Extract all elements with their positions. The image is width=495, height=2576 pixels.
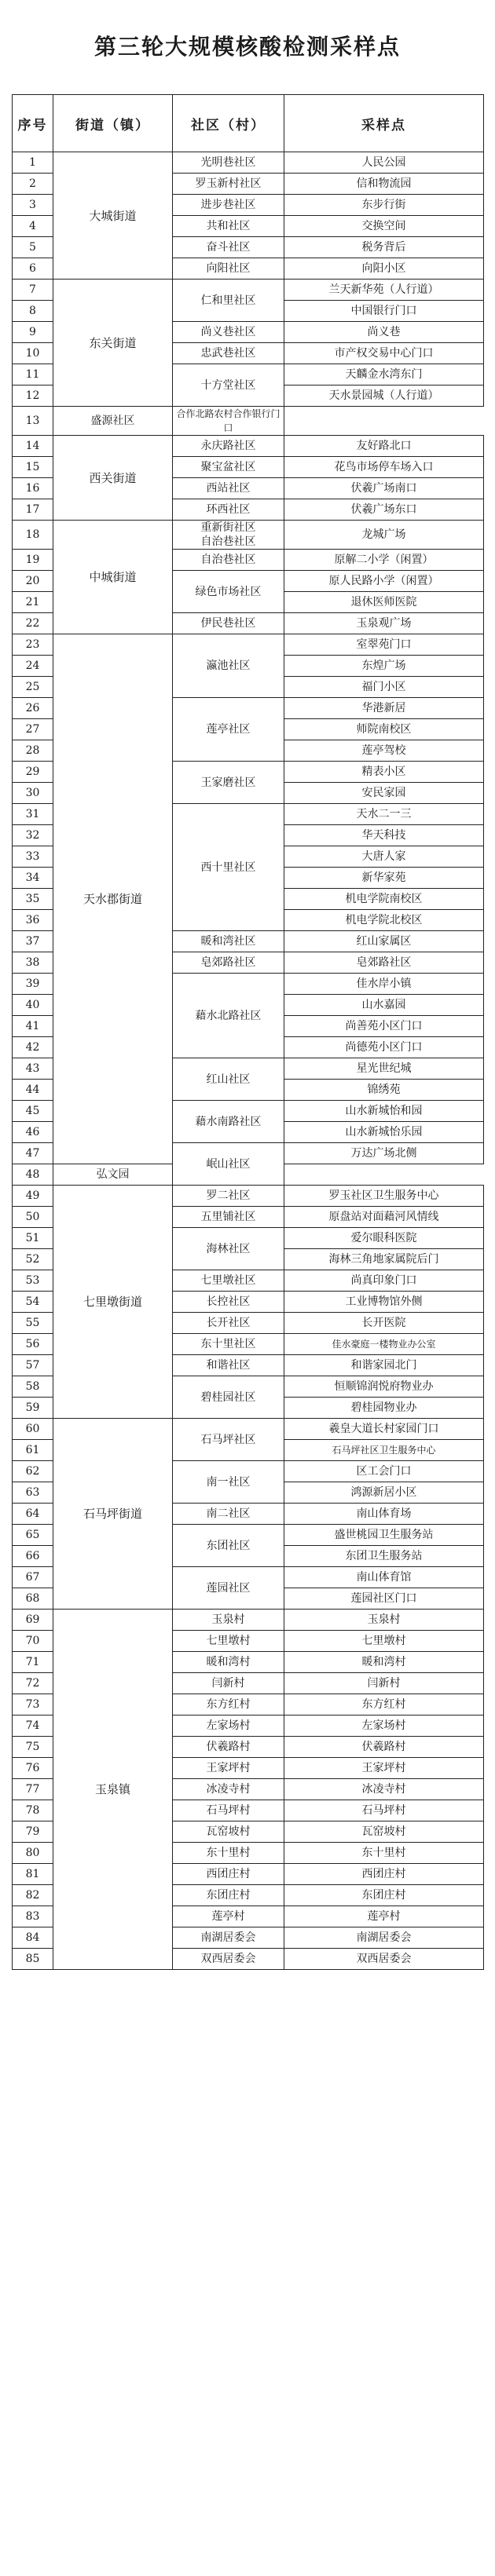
community-cell: 藉水北路社区	[173, 974, 284, 1058]
community-cell: 皂郊路社区	[173, 952, 284, 974]
street-cell: 玉泉镇	[53, 1610, 173, 1970]
site-cell: 尚德苑小区门口	[284, 1037, 484, 1058]
site-cell: 福门小区	[284, 677, 484, 698]
row-index-cell: 24	[13, 656, 53, 677]
table-row	[13, 1419, 484, 1440]
row-index-cell: 14	[13, 436, 53, 457]
site-cell: 友好路北口	[284, 436, 484, 457]
row-index-cell: 35	[13, 889, 53, 910]
community-cell: 仁和里社区	[173, 280, 284, 322]
street-cell: 西关街道	[53, 436, 173, 521]
row-index-cell: 45	[13, 1101, 53, 1122]
site-cell: 室翠苑门口	[284, 634, 484, 656]
community-cell: 伊民巷社区	[173, 613, 284, 634]
row-index-cell: 62	[13, 1461, 53, 1482]
street-cell: 天水郡街道	[53, 634, 173, 1164]
row-index-cell: 57	[13, 1355, 53, 1376]
site-cell: 天水景园城（人行道）	[284, 385, 484, 407]
community-cell: 双西居委会	[173, 1949, 284, 1970]
community-cell: 西站社区	[173, 478, 284, 499]
row-index-cell: 82	[13, 1885, 53, 1906]
row-index-cell: 54	[13, 1292, 53, 1313]
community-cell: 盛源社区	[53, 407, 173, 436]
row-index-cell: 46	[13, 1122, 53, 1143]
site-cell: 东方红村	[284, 1694, 484, 1716]
community-cell: 东方红村	[173, 1694, 284, 1716]
site-cell: 七里墩村	[284, 1631, 484, 1652]
row-index-cell: 7	[13, 280, 53, 301]
row-index-cell: 60	[13, 1419, 53, 1440]
community-cell: 重新街社区 自治巷社区	[173, 521, 284, 550]
site-cell: 冰凌寺村	[284, 1779, 484, 1800]
site-cell: 华港新居	[284, 698, 484, 719]
community-cell: 环西社区	[173, 499, 284, 521]
street-cell: 大城街道	[53, 152, 173, 280]
community-cell: 和谐社区	[173, 1355, 284, 1376]
site-cell: 尚善苑小区门口	[284, 1016, 484, 1037]
community-cell: 五里铺社区	[173, 1207, 284, 1228]
row-index-cell: 3	[13, 195, 53, 216]
community-cell: 莲园社区	[173, 1567, 284, 1610]
site-cell: 东十里村	[284, 1843, 484, 1864]
site-cell: 原盘站对面藉河风情线	[284, 1207, 484, 1228]
site-cell: 海林三角地家属院后门	[284, 1249, 484, 1270]
community-cell: 莲亭村	[173, 1906, 284, 1927]
row-index-cell: 34	[13, 868, 53, 889]
community-cell: 玉泉村	[173, 1610, 284, 1631]
row-index-cell: 19	[13, 550, 53, 571]
row-index-cell: 9	[13, 322, 53, 343]
street-cell: 七里墩街道	[53, 1186, 173, 1419]
row-index-cell: 76	[13, 1758, 53, 1779]
site-cell: 石马坪社区卫生服务中心	[284, 1440, 484, 1461]
site-cell: 龙城广场	[284, 521, 484, 550]
site-cell: 盛世桃园卫生服务站	[284, 1525, 484, 1546]
row-index-cell: 29	[13, 762, 53, 783]
row-index-cell: 56	[13, 1334, 53, 1355]
community-cell: 红山社区	[173, 1058, 284, 1101]
table-row	[13, 152, 484, 174]
site-cell: 山水新城怡乐园	[284, 1122, 484, 1143]
header-community: 社区（村）	[173, 95, 284, 152]
row-index-cell: 42	[13, 1037, 53, 1058]
community-cell: 东十里村	[173, 1843, 284, 1864]
site-cell: 玉泉观广场	[284, 613, 484, 634]
community-cell: 聚宝盆社区	[173, 457, 284, 478]
site-cell: 机电学院北校区	[284, 910, 484, 931]
site-cell: 玉泉村	[284, 1610, 484, 1631]
table-row	[13, 521, 484, 550]
row-index-cell: 84	[13, 1927, 53, 1949]
site-cell: 中国银行门口	[284, 301, 484, 322]
community-cell: 七里墩村	[173, 1631, 284, 1652]
row-index-cell: 20	[13, 571, 53, 592]
site-cell: 工业博物馆外侧	[284, 1292, 484, 1313]
community-cell: 王家坪村	[173, 1758, 284, 1779]
row-index-cell: 30	[13, 783, 53, 804]
row-index-cell: 52	[13, 1249, 53, 1270]
community-cell: 十方堂社区	[173, 364, 284, 407]
table-row	[13, 634, 484, 656]
table-header-row	[13, 95, 484, 152]
site-cell: 税务背后	[284, 237, 484, 258]
community-cell: 光明巷社区	[173, 152, 284, 174]
street-cell: 东关街道	[53, 280, 173, 407]
site-cell: 左家场村	[284, 1716, 484, 1737]
row-index-cell: 72	[13, 1673, 53, 1694]
row-index-cell: 1	[13, 152, 53, 174]
site-cell: 莲亭村	[284, 1906, 484, 1927]
community-cell: 瀛池社区	[173, 634, 284, 698]
community-cell: 冰凌寺村	[173, 1779, 284, 1800]
row-index-cell: 16	[13, 478, 53, 499]
row-index-cell: 73	[13, 1694, 53, 1716]
site-cell: 兰天新华苑（人行道）	[284, 280, 484, 301]
site-cell: 东步行街	[284, 195, 484, 216]
community-cell: 南一社区	[173, 1461, 284, 1504]
site-cell: 莲园社区门口	[284, 1588, 484, 1610]
site-cell: 闫新村	[284, 1673, 484, 1694]
community-cell: 长开社区	[173, 1313, 284, 1334]
site-cell: 佳水豪庭一楼物业办公室	[284, 1334, 484, 1355]
community-cell: 左家场村	[173, 1716, 284, 1737]
row-index-cell: 23	[13, 634, 53, 656]
row-index-cell: 8	[13, 301, 53, 322]
site-cell: 石马坪村	[284, 1800, 484, 1821]
community-cell: 石马坪村	[173, 1800, 284, 1821]
site-cell: 碧桂园物业办	[284, 1398, 484, 1419]
row-index-cell: 40	[13, 995, 53, 1016]
site-cell: 天水二一三	[284, 804, 484, 825]
header-site: 采样点	[284, 95, 484, 152]
row-index-cell: 32	[13, 825, 53, 846]
community-cell: 王家磨社区	[173, 762, 284, 804]
site-cell: 红山家属区	[284, 931, 484, 952]
community-cell: 西十里社区	[173, 804, 284, 931]
community-cell: 南二社区	[173, 1504, 284, 1525]
row-index-cell: 81	[13, 1864, 53, 1885]
table-row	[13, 280, 484, 301]
site-cell: 罗玉社区卫生服务中心	[284, 1186, 484, 1207]
site-cell: 南湖居委会	[284, 1927, 484, 1949]
row-index-cell: 74	[13, 1716, 53, 1737]
row-index-cell: 22	[13, 613, 53, 634]
row-index-cell: 70	[13, 1631, 53, 1652]
row-index-cell: 69	[13, 1610, 53, 1631]
sampling-sites-table	[12, 94, 484, 1970]
site-cell: 伏羲广场南口	[284, 478, 484, 499]
site-cell: 南山体育馆	[284, 1567, 484, 1588]
table-row	[13, 1186, 484, 1207]
site-cell: 万达广场北侧	[284, 1143, 484, 1164]
community-cell: 海林社区	[173, 1228, 284, 1270]
site-cell: 交换空间	[284, 216, 484, 237]
site-cell: 市产权交易中心门口	[284, 343, 484, 364]
site-cell: 东团卫生服务站	[284, 1546, 484, 1567]
community-cell: 西团庄村	[173, 1864, 284, 1885]
site-cell: 人民公园	[284, 152, 484, 174]
community-cell: 七里墩社区	[173, 1270, 284, 1292]
row-index-cell: 25	[13, 677, 53, 698]
community-cell: 忠武巷社区	[173, 343, 284, 364]
row-index-cell: 2	[13, 174, 53, 195]
row-index-cell: 77	[13, 1779, 53, 1800]
site-cell: 机电学院南校区	[284, 889, 484, 910]
row-index-cell: 28	[13, 740, 53, 762]
community-cell: 罗二社区	[173, 1186, 284, 1207]
community-cell: 自治巷社区	[173, 550, 284, 571]
row-index-cell: 4	[13, 216, 53, 237]
row-index-cell: 63	[13, 1482, 53, 1504]
site-cell: 伏羲路村	[284, 1737, 484, 1758]
site-cell: 和谐家园北门	[284, 1355, 484, 1376]
site-cell: 双西居委会	[284, 1949, 484, 1970]
street-cell: 石马坪街道	[53, 1419, 173, 1610]
row-index-cell: 43	[13, 1058, 53, 1080]
site-cell: 尚真印象门口	[284, 1270, 484, 1292]
site-cell: 长开医院	[284, 1313, 484, 1334]
site-cell: 西团庄村	[284, 1864, 484, 1885]
row-index-cell: 64	[13, 1504, 53, 1525]
site-cell: 南山体育场	[284, 1504, 484, 1525]
row-index-cell: 37	[13, 931, 53, 952]
community-cell: 奋斗社区	[173, 237, 284, 258]
row-index-cell: 31	[13, 804, 53, 825]
row-index-cell: 13	[13, 407, 53, 436]
table-row	[13, 1610, 484, 1631]
row-index-cell: 51	[13, 1228, 53, 1249]
community-cell: 东十里社区	[173, 1334, 284, 1355]
community-cell: 罗玉新村社区	[173, 174, 284, 195]
row-index-cell: 71	[13, 1652, 53, 1673]
page-title: 第三轮大规模核酸检测采样点	[94, 34, 401, 60]
row-index-cell: 58	[13, 1376, 53, 1398]
site-cell: 王家坪村	[284, 1758, 484, 1779]
row-index-cell: 33	[13, 846, 53, 868]
community-cell: 东团社区	[173, 1525, 284, 1567]
site-cell: 退休医师医院	[284, 592, 484, 613]
header-index: 序号	[13, 95, 53, 152]
row-index-cell: 49	[13, 1186, 53, 1207]
site-cell: 向阳小区	[284, 258, 484, 280]
site-cell: 山水新城怡和园	[284, 1101, 484, 1122]
row-index-cell: 41	[13, 1016, 53, 1037]
row-index-cell: 83	[13, 1906, 53, 1927]
row-index-cell: 79	[13, 1821, 53, 1843]
site-cell: 伏羲广场东口	[284, 499, 484, 521]
site-cell: 暖和湾村	[284, 1652, 484, 1673]
site-cell: 区工会门口	[284, 1461, 484, 1482]
community-cell: 闫新村	[173, 1673, 284, 1694]
row-index-cell: 75	[13, 1737, 53, 1758]
site-cell: 星光世纪城	[284, 1058, 484, 1080]
site-cell: 弘文园	[53, 1164, 173, 1186]
header-street: 街道（镇）	[53, 95, 173, 152]
row-index-cell: 44	[13, 1080, 53, 1101]
site-cell: 莲亭驾校	[284, 740, 484, 762]
row-index-cell: 5	[13, 237, 53, 258]
site-cell: 华天科技	[284, 825, 484, 846]
row-index-cell: 67	[13, 1567, 53, 1588]
site-cell: 大唐人家	[284, 846, 484, 868]
row-index-cell: 6	[13, 258, 53, 280]
table-row	[13, 436, 484, 457]
site-cell: 爱尔眼科医院	[284, 1228, 484, 1249]
row-index-cell: 11	[13, 364, 53, 385]
row-index-cell: 47	[13, 1143, 53, 1164]
row-index-cell: 12	[13, 385, 53, 407]
community-cell: 石马坪社区	[173, 1419, 284, 1461]
site-cell: 原人民路小学（闲置）	[284, 571, 484, 592]
table-row	[13, 407, 484, 436]
row-index-cell: 68	[13, 1588, 53, 1610]
community-cell: 瓦窑坡村	[173, 1821, 284, 1843]
community-cell: 向阳社区	[173, 258, 284, 280]
community-cell: 进步巷社区	[173, 195, 284, 216]
community-cell: 藉水南路社区	[173, 1101, 284, 1143]
community-cell: 尚义巷社区	[173, 322, 284, 343]
row-index-cell: 17	[13, 499, 53, 521]
site-cell: 尚义巷	[284, 322, 484, 343]
community-cell: 永庆路社区	[173, 436, 284, 457]
row-index-cell: 26	[13, 698, 53, 719]
row-index-cell: 80	[13, 1843, 53, 1864]
community-cell: 暖和湾社区	[173, 931, 284, 952]
row-index-cell: 61	[13, 1440, 53, 1461]
row-index-cell: 85	[13, 1949, 53, 1970]
row-index-cell: 27	[13, 719, 53, 740]
row-index-cell: 38	[13, 952, 53, 974]
site-cell: 佳水岸小镇	[284, 974, 484, 995]
table-body	[13, 152, 484, 1970]
row-index-cell: 66	[13, 1546, 53, 1567]
row-index-cell: 53	[13, 1270, 53, 1292]
site-cell: 精表小区	[284, 762, 484, 783]
site-cell: 瓦窑坡村	[284, 1821, 484, 1843]
site-cell: 羲皇大道长村家园门口	[284, 1419, 484, 1440]
site-cell: 花鸟市场停车场入口	[284, 457, 484, 478]
site-cell: 东团庄村	[284, 1885, 484, 1906]
row-index-cell: 10	[13, 343, 53, 364]
row-index-cell: 39	[13, 974, 53, 995]
community-cell: 碧桂园社区	[173, 1376, 284, 1419]
community-cell: 岷山社区	[173, 1143, 284, 1186]
community-cell: 伏羲路村	[173, 1737, 284, 1758]
street-cell: 中城街道	[53, 521, 173, 634]
row-index-cell: 21	[13, 592, 53, 613]
row-index-cell: 65	[13, 1525, 53, 1546]
row-index-cell: 36	[13, 910, 53, 931]
row-index-cell: 48	[13, 1164, 53, 1186]
row-index-cell: 50	[13, 1207, 53, 1228]
site-cell: 锦绣苑	[284, 1080, 484, 1101]
community-cell: 长控社区	[173, 1292, 284, 1313]
site-cell: 天麟金水湾东门	[284, 364, 484, 385]
site-cell: 山水嘉园	[284, 995, 484, 1016]
site-cell: 恒顺锦润悦府物业办	[284, 1376, 484, 1398]
row-index-cell: 15	[13, 457, 53, 478]
site-cell: 师院南校区	[284, 719, 484, 740]
community-cell: 绿色市场社区	[173, 571, 284, 613]
row-index-cell: 18	[13, 521, 53, 550]
community-cell: 莲亭社区	[173, 698, 284, 762]
site-cell: 皂郊路社区	[284, 952, 484, 974]
site-cell: 安民家园	[284, 783, 484, 804]
row-index-cell: 55	[13, 1313, 53, 1334]
site-cell: 新华家苑	[284, 868, 484, 889]
site-cell: 鸿源新居小区	[284, 1482, 484, 1504]
site-cell: 东煌广场	[284, 656, 484, 677]
row-index-cell: 59	[13, 1398, 53, 1419]
row-index-cell: 78	[13, 1800, 53, 1821]
site-cell: 原解二小学（闲置）	[284, 550, 484, 571]
community-cell: 共和社区	[173, 216, 284, 237]
community-cell: 南湖居委会	[173, 1927, 284, 1949]
community-cell: 暖和湾村	[173, 1652, 284, 1673]
site-cell: 信和物流园	[284, 174, 484, 195]
community-cell: 东团庄村	[173, 1885, 284, 1906]
site-cell: 合作北路农村合作银行门口	[173, 407, 284, 436]
